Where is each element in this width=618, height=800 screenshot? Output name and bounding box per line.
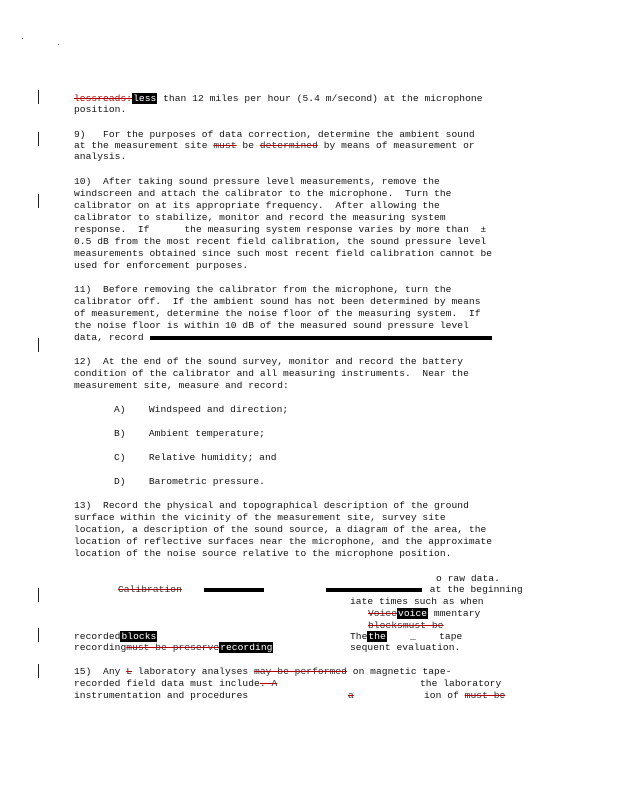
scan-speck <box>22 38 23 39</box>
para-15-line-1: 15) Any L laboratory analyses may be performed on magnetic tape- <box>74 666 452 677</box>
para-15-line-2: recorded field data must include. A <box>74 678 278 689</box>
list-item: D) Barometric pressure. <box>114 476 265 487</box>
para-14-line-6-right: Thethe _ tape <box>350 631 463 642</box>
para-11-line-2: calibrator off. If the ambient sound has not been determined by means <box>74 296 481 307</box>
para-10-line-8: used for enforcement purposes. <box>74 260 249 271</box>
para-13-line-3: location, a description of the sound source, a diagram of the area, the <box>74 524 487 535</box>
para-9-line-3: analysis. <box>74 151 127 162</box>
para-12-line-1: 12) At the end of the sound survey, monitor and record the battery <box>74 356 464 367</box>
para-10-line-7: measurements obtained since such most recent field calibration cannot be <box>74 248 493 259</box>
list-item: C) Relative humidity; and <box>114 452 277 463</box>
para-14-line-2-right: at the beginning <box>424 584 523 595</box>
para-14-line-1: o raw data. <box>436 573 500 584</box>
para-13-line-5: location of the noise source relative to the microphone position. <box>74 548 452 559</box>
para-10-line-6: 0.5 dB from the most recent field calibration, the sound pressure level <box>74 236 487 247</box>
para-15-line-3-mid: a <box>348 690 354 701</box>
redaction-box: less <box>133 93 157 104</box>
change-bar <box>38 194 39 208</box>
change-bar <box>38 664 39 678</box>
para-11-line-5: data, record <box>74 332 144 343</box>
para-14-line-5: blocksmust be <box>368 620 444 631</box>
para-15-line-3-right: ion of must be <box>424 690 506 701</box>
para-14-line-7-left: recordingmust be preserverecording <box>74 642 273 653</box>
para-12-line-3: measurement site, measure and record: <box>74 380 289 391</box>
para-8-line-2: position. <box>74 104 127 115</box>
strikeout-text: lessreads: <box>74 93 133 104</box>
para-11-line-3: of measurement, determine the noise floor of the measuring system. If <box>74 308 481 319</box>
redaction-box <box>326 588 422 592</box>
change-bar <box>38 90 39 104</box>
para-8-line-1: lessreads:less than 12 miles per hour (5.4 m/second) at the microphone <box>74 93 483 104</box>
para-11-line-4: the noise floor is within 10 dB of the measured sound pressure level <box>74 320 469 331</box>
para-10-line-2: windscreen and attach the calibrator to the microphone. Turn the <box>74 188 452 199</box>
change-bar <box>38 338 39 352</box>
para-11-line-1: 11) Before removing the calibrator from the microphone, turn the <box>74 284 452 295</box>
redaction-box <box>150 336 492 340</box>
para-10-line-3: calibrator on at its appropriate frequency. After allowing the <box>74 200 440 211</box>
para-14-line-2-label: Calibration <box>118 584 182 595</box>
para-13-line-1: 13) Record the physical and topographical description of the ground <box>74 500 469 511</box>
change-bar <box>38 628 39 642</box>
change-bar <box>38 132 39 146</box>
para-14-line-7-right: sequent evaluation. <box>350 642 461 653</box>
list-item: B) Ambient temperature; <box>114 428 265 439</box>
scan-speck <box>58 44 59 45</box>
para-13-line-2: surface within the vicinity of the measurement site, survey site <box>74 512 446 523</box>
para-10-line-4: calibrator to stabilize, monitor and record the measuring system <box>74 212 446 223</box>
para-14-line-3: iate times such as when <box>350 596 484 607</box>
para-12-line-2: condition of the calibrator and all measuring instruments. Near the <box>74 368 469 379</box>
para-14-line-6-left: recordedblocks <box>74 631 157 642</box>
para-9-line-1: 9) For the purposes of data correction, determine the ambient sound <box>74 129 475 140</box>
para-10-line-1: 10) After taking sound pressure level measurements, remove the <box>74 176 440 187</box>
para-15-line-2-right: the laboratory <box>420 678 502 689</box>
para-10-line-5: response. If the measuring system response varies by more than ± <box>74 224 487 235</box>
para-9-line-2: at the measurement site must be determined by means of measurement or <box>74 140 475 151</box>
para-15-line-3-left: instrumentation and procedures <box>74 690 249 701</box>
para-14-line-4: Voicevoice mmentary <box>368 608 481 619</box>
redaction-box <box>204 588 264 592</box>
change-bar <box>38 588 39 602</box>
list-item: A) Windspeed and direction; <box>114 404 289 415</box>
para-13-line-4: location of reflective surfaces near the microphone, and the approximate <box>74 536 493 547</box>
